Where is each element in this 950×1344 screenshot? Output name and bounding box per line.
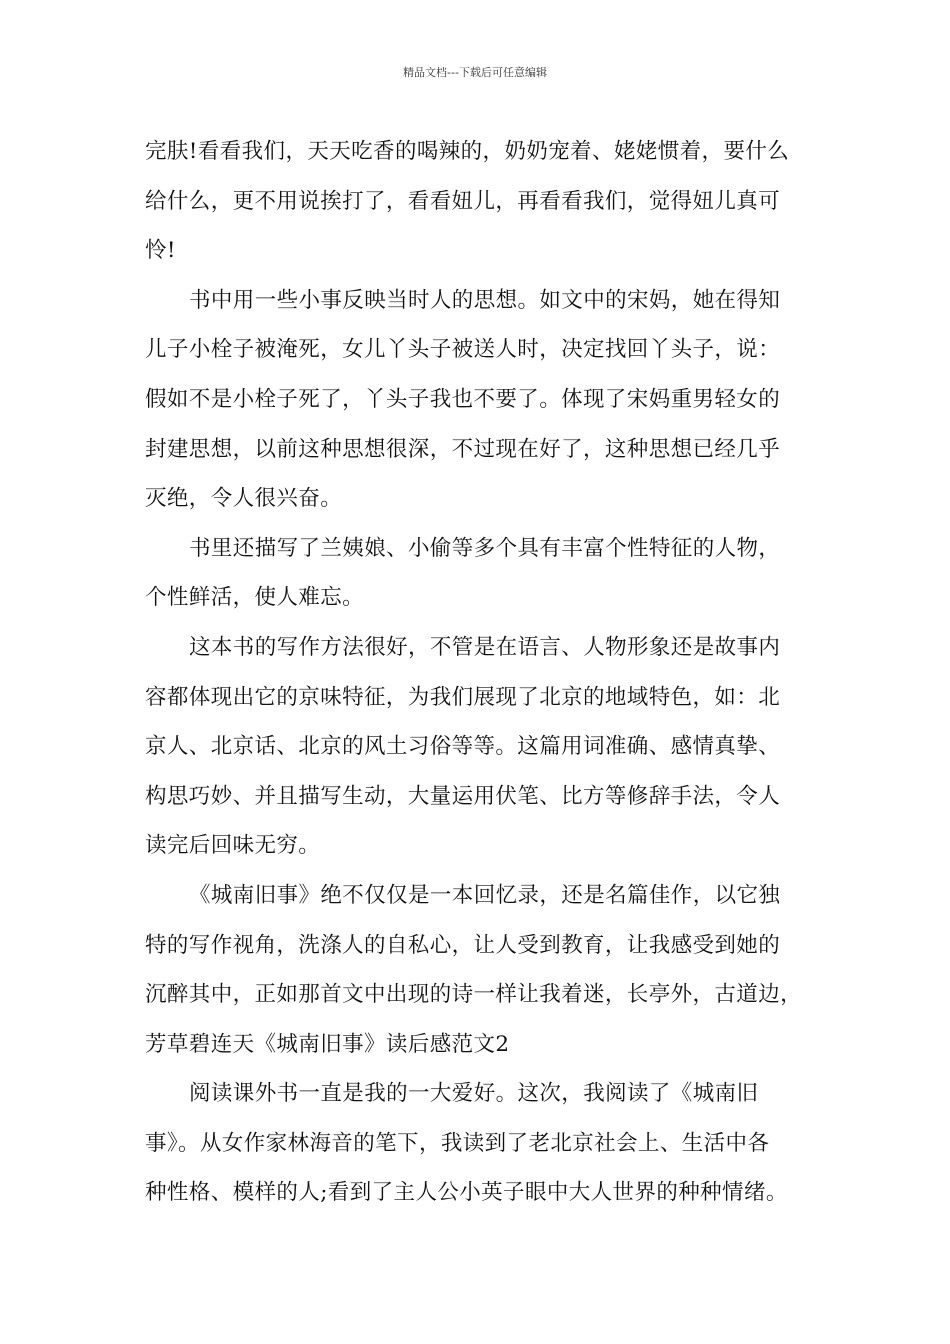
paragraph-start-line: 这本书的写作方法很好，不管是在语言、人物形象还是故事内 xyxy=(189,634,781,660)
text-line: 容都体现出它的京味特征，为我们展现了北京的地域特色，如：北 xyxy=(145,684,781,710)
text-line: 给什么，更不用说挨打了，看看妞儿，再看看我们，觉得妞儿真可 xyxy=(145,188,781,214)
paragraph-start-line: 书里还描写了兰姨娘、小偷等多个具有丰富个性特征的人物， xyxy=(189,535,781,561)
paragraph-start-line: 书中用一些小事反映当时人的思想。如文中的宋妈，她在得知 xyxy=(189,287,781,313)
page-header: 精品文档---下载后可任意编辑 xyxy=(403,66,547,79)
text-line: 构思巧妙、并且描写生动，大量运用伏笔、比方等修辞手法，令人 xyxy=(145,783,781,809)
text-line: 怜! xyxy=(145,238,176,264)
text-line: 假如不是小栓子死了，丫头子我也不要了。体现了宋妈重男轻女的 xyxy=(145,386,781,412)
text-line: 沉醉其中，正如那首文中出现的诗一样让我着迷，长亭外，古道边， xyxy=(145,982,803,1008)
paragraph-start-line: 《城南旧事》绝不仅仅是一本回忆录，还是名篇佳作，以它独 xyxy=(189,882,781,908)
text-line: 封建思想，以前这种思想很深，不过现在好了，这种思想已经几乎 xyxy=(145,436,781,462)
text-line: 京人、北京话、北京的风土习俗等等。这篇用词准确、感情真挚、 xyxy=(145,734,781,760)
text-line: 特的写作视角，洗涤人的自私心，让人受到教育，让我感受到她的 xyxy=(145,932,781,958)
text-line: 读完后回味无穷。 xyxy=(145,833,321,859)
paragraph-start-line: 阅读课外书一直是我的一大爱好。这次，我阅读了《城南旧 xyxy=(189,1081,759,1107)
text-line: 灭绝，令人很兴奋。 xyxy=(145,486,343,512)
text-line: 个性鲜活，使人难忘。 xyxy=(145,585,365,611)
text-line: 事》。从女作家林海音的笔下，我读到了老北京社会上、生活中各 xyxy=(145,1130,770,1156)
document-body xyxy=(145,132,825,1223)
text-line: 完肤!看看我们，天天吃香的喝辣的，奶奶宠着、姥姥惯着，要什么 xyxy=(145,139,790,164)
text-line: 芳草碧连天《城南旧事》读后感范文2 xyxy=(145,1031,510,1057)
text-line: 儿子小栓子被淹死，女儿丫头子被送人时，决定找回丫头子，说： xyxy=(145,337,781,363)
text-line: 种性格、模样的人;看到了主人公小英子眼中大人世界的种种情绪。 xyxy=(145,1180,788,1206)
